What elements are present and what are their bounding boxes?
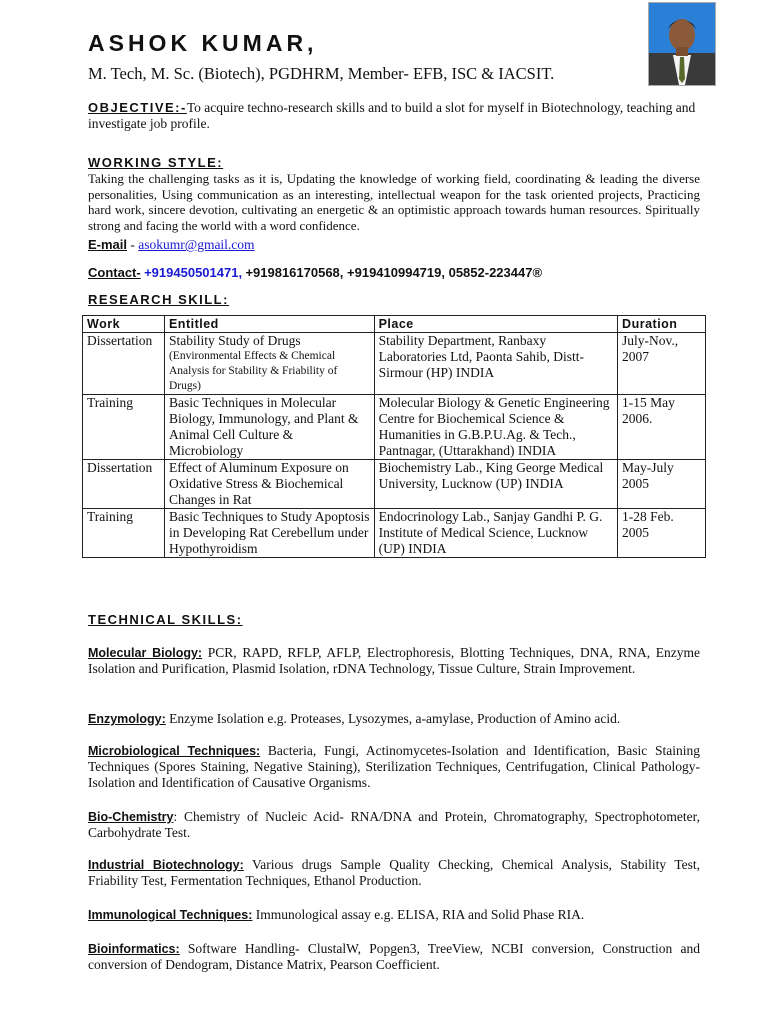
technical-label: TECHNICAL SKILLS: (88, 612, 243, 627)
entitled-subtitle: (Environmental Effects & Chemical Analysis for Stability & Friability of Drugs) (168, 350, 338, 392)
qualifications: M. Tech, M. Sc. (Biotech), PGDHRM, Member- EFB, ISC & IACSIT. (88, 64, 555, 83)
cell-entitled (164, 333, 374, 395)
working-style-section (88, 155, 700, 233)
cell-entitled: Basic Techniques in Molecular Biology, Immunology, and Plant & Animal Cell Culture & Microbiology (164, 395, 374, 460)
profile-photo (648, 2, 716, 86)
skill-text: PCR, RAPD, RFLP, AFLP, Electrophoresis, Blotting Techniques, DNA, RNA, Enzyme Isolation and Purification, Plasmid Isolation, rDNA Technology, Tissue Culture, Strain Improvement. (88, 645, 700, 676)
table-row (83, 395, 706, 460)
cell-duration: July-Nov., 2007 (618, 333, 706, 395)
research-heading (88, 292, 700, 308)
header-work: Work (83, 316, 165, 333)
cell-entitled: Effect of Aluminum Exposure on Oxidative Stress & Biochemical Changes in Rat (164, 460, 374, 509)
cell-work: Dissertation (83, 333, 165, 395)
technical-heading (88, 612, 700, 628)
email-label: E-mail (88, 237, 128, 252)
skill-label: Molecular Biology: (88, 646, 203, 660)
header-entitled: Entitled (164, 316, 374, 333)
cell-work: Training (83, 509, 165, 558)
cell-work: Training (83, 395, 165, 460)
working-style-label: WORKING STYLE: (88, 155, 224, 170)
email-link[interactable]: asokumr@gmail.com (138, 237, 255, 252)
cell-entitled: Basic Techniques to Study Apoptosis in Developing Rat Cerebellum under Hypothyroidism (164, 509, 374, 558)
skill-bioinformatics (88, 941, 700, 973)
contact-label: Contact- (88, 265, 141, 280)
contact-line (88, 265, 700, 281)
objective-label: OBJECTIVE:- (88, 100, 187, 115)
cell-place: Molecular Biology & Genetic Engineering Centre for Biochemical Science & Humanities in G.B.P.U.Ag. & Tech., Pantnagar, (Uttarakhand) INDIA (374, 395, 617, 460)
skill-label: Bioinformatics: (88, 942, 180, 956)
skill-label: Microbiological Techniques: (88, 744, 261, 758)
research-label: RESEARCH SKILL: (88, 292, 229, 307)
skill-industrial-biotech (88, 857, 700, 889)
contact-others: +919816170568, +919410994719, 05852-223447® (245, 265, 543, 280)
cell-work: Dissertation (83, 460, 165, 509)
header-duration: Duration (618, 316, 706, 333)
skill-label: Enzymology: (88, 712, 166, 726)
candidate-name: ASHOK KUMAR, (88, 30, 318, 56)
objective-section (88, 100, 700, 132)
cell-duration: 1-15 May 2006. (618, 395, 706, 460)
table-header-row (83, 316, 706, 333)
skill-biochemistry (88, 809, 700, 841)
skill-label: Industrial Biotechnology: (88, 858, 244, 872)
cell-duration: May-July 2005 (618, 460, 706, 509)
cell-duration: 1-28 Feb. 2005 (618, 509, 706, 558)
skill-text: : Chemistry of Nucleic Acid- RNA/DNA and Protein, Chromatography, Spectrophotometer, Carbohydrate Test. (88, 809, 700, 840)
skill-text: Immunological assay e.g. ELISA, RIA and Solid Phase RIA. (252, 907, 585, 922)
skill-label: Immunological Techniques: (88, 908, 253, 922)
entitled-title: Stability Study of Drugs (168, 333, 301, 348)
skill-text: Bacteria, Fungi, Actinomycetes-Isolation and Identification, Basic Staining Techniques (Spores Staining, Negative Staining), Sterilization Techniques, Centrifugation, Clinical Pathology-Isolation and Identification of Causative Organisms. (88, 743, 700, 790)
email-separator: - (127, 237, 139, 252)
contact-primary: +919450501471, (144, 265, 243, 280)
cell-place: Endocrinology Lab., Sanjay Gandhi P. G. Institute of Medical Science, Lucknow (UP) INDIA (374, 509, 617, 558)
cell-place: Stability Department, Ranbaxy Laboratories Ltd, Paonta Sahib, Distt-Sirmour (HP) INDIA (374, 333, 617, 395)
objective-text: To acquire techno-research skills and to build a slot for myself in Biotechnology, teaching and investigate job profile. (88, 100, 696, 131)
skill-text: Enzyme Isolation e.g. Proteases, Lysozymes, a-amylase, Production of Amino acid. (165, 711, 621, 726)
skill-molecular-biology (88, 645, 700, 677)
email-line (88, 237, 700, 253)
cell-place: Biochemistry Lab., King George Medical University, Lucknow (UP) INDIA (374, 460, 617, 509)
table-row (83, 333, 706, 395)
skill-microbiological (88, 743, 700, 791)
table-row (83, 509, 706, 558)
research-table (82, 315, 706, 558)
working-style-text: Taking the challenging tasks as it is, Updating the knowledge of working field, coordinating & leading the diverse personalities, Using communication as an interesting, intellectual weapon for the task oriented projects, Practicing hard work, sincere devotion, cultivating an energetic & an optimistic approach towards human resources. Spiritually strong and facing the world with a word confidence. (88, 171, 700, 233)
skill-text: Various drugs Sample Quality Checking, Chemical Analysis, Stability Test, Friability Test, Fermentation Techniques, Ethanol Production. (88, 857, 700, 888)
table-row (83, 460, 706, 509)
skill-immunological (88, 907, 700, 923)
skill-text: Software Handling- ClustalW, Popgen3, TreeView, NCBI conversion, Construction and conversion of Dendogram, Distance Matrix, Pearson Coefficient. (88, 941, 700, 972)
skill-label: Bio-Chemistry (88, 810, 174, 824)
skill-enzymology (88, 711, 700, 727)
header-place: Place (374, 316, 617, 333)
